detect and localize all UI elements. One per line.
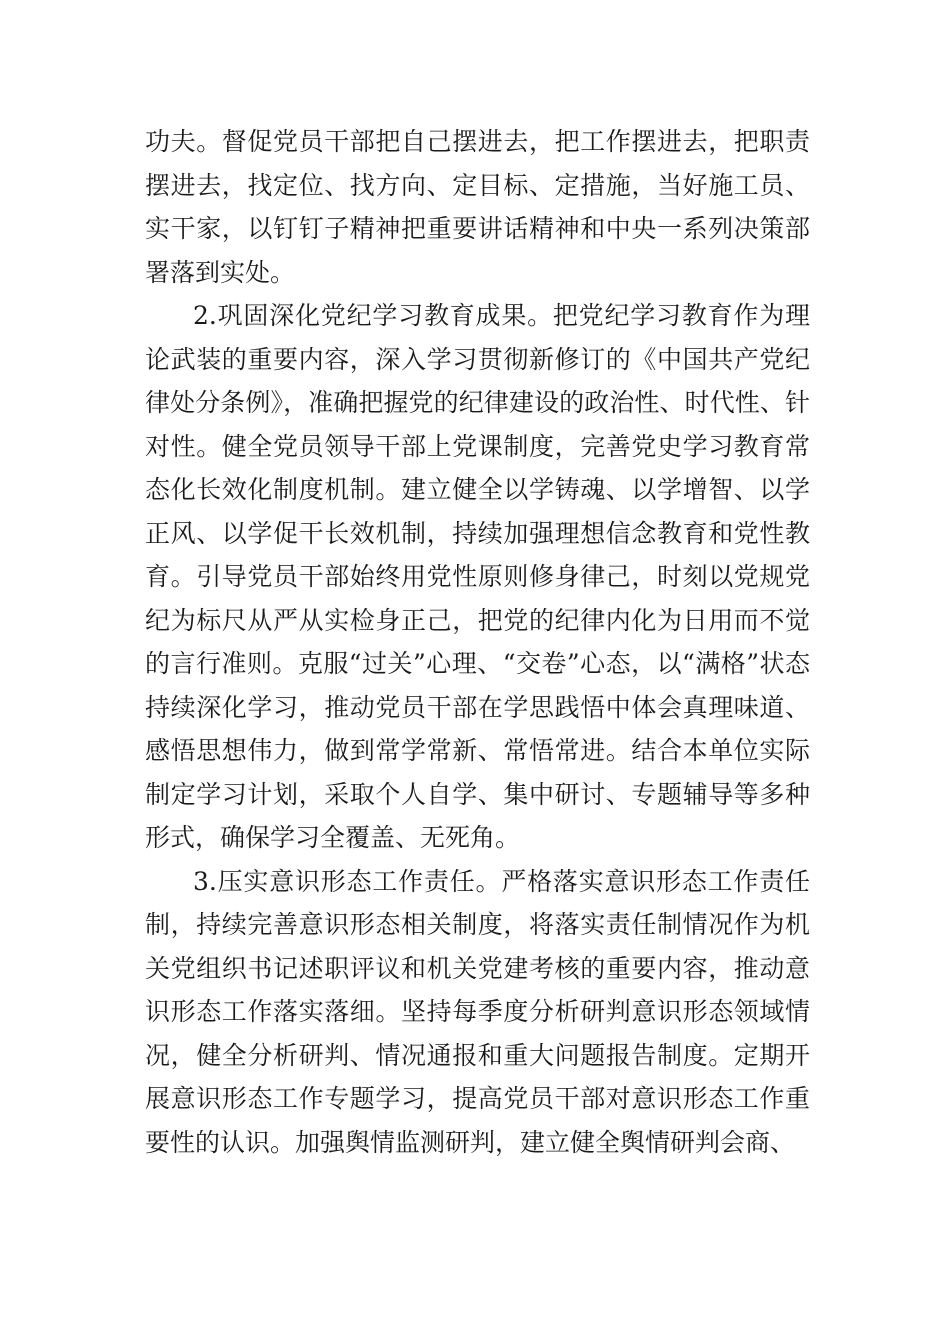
paragraph-party-discipline-education: 2.巩固深化党纪学习教育成果。把党纪学习教育作为理论武装的重要内容，深入学习贯彻新修订的《中国共产党纪律处分条例》，准确把握党的纪律建设的政治性、时代性、针对性。健全党员领导干部上党课制度，完善党史学习教育常态化长效化制度机制。建立健全以学铸魂、以学增智、以学正风、以学促干长效机制，持续加强理想信念教育和党性教育。引导党员干部始终用党性原则修身律己，时刻以党规党纪为标尺从严从实检身正己，把党的纪律内化为日用而不觉的言行准则。克服“过关”心理、“交卷”心态，以“满格”状态持续深化学习，推动党员干部在学思践悟中体会真理味道、感悟思想伟力，做到常学常新、常悟常进。结合本单位实际制定学习计划，采取个人自学、集中研讨、专题辅导等多种形式，确保学习全覆盖、无死角。 <box>145 301 810 852</box>
paragraph-continuation: 功夫。督促党员干部把自己摆进去，把工作摆进去，把职责摆进去，找定位、找方向、定目标、定措施，当好施工员、实干家，以钉钉子精神把重要讲话精神和中央一系列决策部署落到实处。 <box>145 127 810 287</box>
paragraph-ideology-responsibility: 3.压实意识形态工作责任。严格落实意识形态工作责任制，持续完善意识形态相关制度，将落实责任制情况作为机关党组织书记述职评议和机关党建考核的重要内容，推动意识形态工作落实落细。坚持每季度分析研判意识形态领域情况，健全分析研判、情况通报和重大问题报告制度。定期开展意识形态工作专题学习，提高党员干部对意识形态工作重要性的认识。加强舆情监测研判，建立健全舆情研判会商、 <box>145 866 810 1157</box>
document-body <box>145 120 810 1164</box>
